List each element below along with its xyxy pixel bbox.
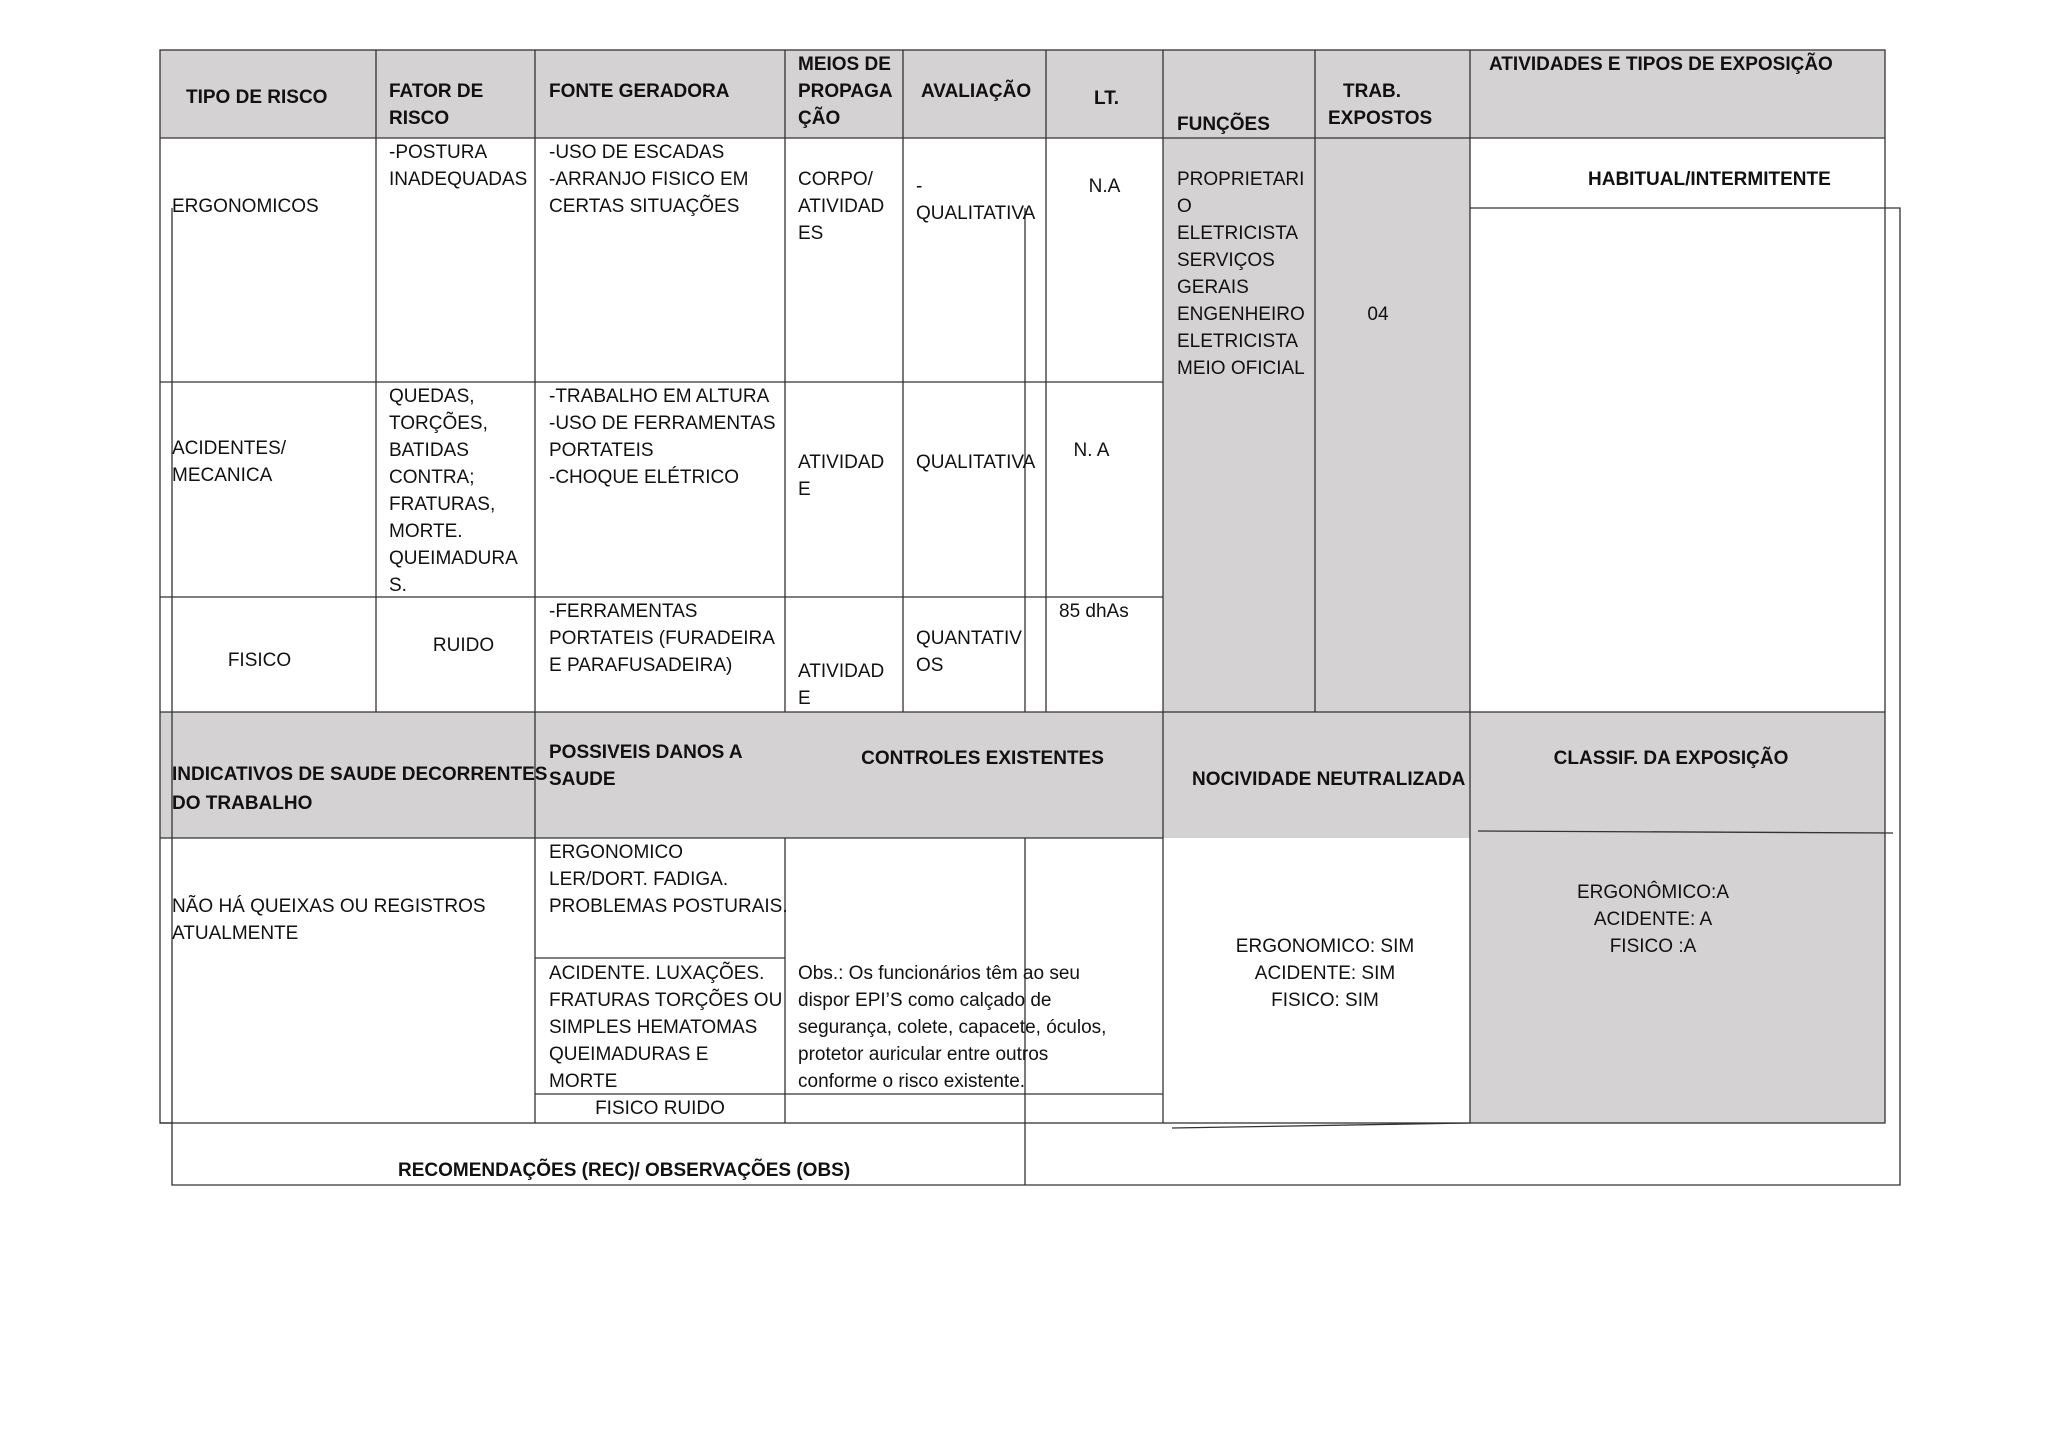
recomendacoes-label: RECOMENDAÇÕES (REC)/ OBSERVAÇÕES (OBS) — [398, 1160, 851, 1181]
row2-fator: QUEDAS, TORÇÕES, BATIDAS CONTRA; FRATURAS, MORTE. QUEIMADURA S. — [389, 386, 518, 596]
row3-avaliacao: QUANTATIV OS — [916, 628, 1022, 676]
danos-fisico: FISICO RUIDO — [595, 1098, 725, 1119]
row2-avaliacao: QUALITATIVA — [916, 452, 1036, 473]
header-indicativos-saude: INDICATIVOS DE SAUDE DECORRENTES DO TRABALHO — [172, 764, 548, 814]
trab-expostos-value: 04 — [1367, 304, 1389, 325]
nocividade-value: ERGONOMICO: SIM ACIDENTE: SIM FISICO: SIM — [1235, 936, 1415, 1011]
header-classif-exposicao: CLASSIF. DA EXPOSIÇÃO — [1553, 748, 1789, 769]
controles-existentes-value: Obs.: Os funcionários têm ao seu dispor EPI’S como calçado de segurança, colete, capacete, óculos, protetor auricular entre outros conforme o risco existente. — [798, 963, 1107, 1092]
row1-meios: CORPO/ ATIVIDAD ES — [798, 169, 885, 244]
row1-avaliacao: - QUALITATIVA — [916, 176, 1036, 224]
header-fator-de-risco: FATOR DE RISCO — [389, 81, 484, 129]
row1-lt: N.A — [1088, 176, 1121, 197]
header-controles-existentes: CONTROLES EXISTENTES — [861, 748, 1104, 769]
header-funcoes: FUNÇÕES — [1177, 114, 1270, 135]
header-possiveis-danos: POSSIVEIS DANOS A SAUDE — [549, 742, 743, 790]
row3-fator: RUIDO — [432, 635, 495, 656]
header-trab-expostos: TRAB. EXPOSTOS — [1328, 81, 1433, 129]
row1-fator: -POSTURA INADEQUADAS — [389, 142, 528, 190]
row3-tipo: FISICO — [227, 650, 292, 671]
row3-fonte: -FERRAMENTAS PORTATEIS (FURADEIRA E PARAFUSADEIRA) — [549, 601, 775, 676]
header-nocividade-neutralizada: NOCIVIDADE NEUTRALIZADA — [1192, 769, 1466, 790]
row2-tipo: ACIDENTES/ MECANICA — [172, 438, 287, 486]
row3-lt: 85 dhAs — [1059, 601, 1129, 622]
header-fonte-geradora: FONTE GERADORA — [549, 81, 730, 102]
indicativos-value: NÃO HÁ QUEIXAS OU REGISTROS ATUALMENTE — [172, 896, 486, 944]
danos-ergonomico: ERGONOMICO LER/DORT. FADIGA. PROBLEMAS POSTURAIS. — [549, 842, 788, 917]
header-tipo-de-risco: TIPO DE RISCO — [186, 87, 328, 108]
row1-tipo: ERGONOMICOS — [172, 196, 319, 217]
tipo-exposicao-value: HABITUAL/INTERMITENTE — [1588, 169, 1831, 190]
row2-fonte: -TRABALHO EM ALTURA -USO DE FERRAMENTAS PORTATEIS -CHOQUE ELÉTRICO — [549, 386, 776, 488]
header-avaliacao: AVALIAÇÃO — [921, 81, 1032, 102]
header-lt: LT. — [1094, 88, 1119, 109]
header-meios-de-propagacao: MEIOS DE PROPAGA ÇÃO — [798, 54, 893, 129]
row2-lt: N. A — [1073, 440, 1110, 461]
classif-exposicao-value: ERGONÔMICO:A ACIDENTE: A FISICO :A — [1576, 882, 1729, 957]
row2-meios: ATIVIDAD E — [798, 452, 885, 500]
row3-meios: ATIVIDAD E — [798, 661, 885, 709]
row1-fonte: -USO DE ESCADAS -ARRANJO FISICO EM CERTAS SITUAÇÕES — [549, 142, 749, 217]
funcoes-list: PROPRIETARI O ELETRICISTA SERVIÇOS GERAIS ENGENHEIRO ELETRICISTA MEIO OFICIAL — [1177, 169, 1305, 379]
header-atividades-tipos: ATIVIDADES E TIPOS DE EXPOSIÇÃO — [1489, 54, 1833, 75]
danos-acidente: ACIDENTE. LUXAÇÕES. FRATURAS TORÇÕES OU SIMPLES HEMATOMAS QUEIMADURAS E MORTE — [549, 963, 783, 1092]
